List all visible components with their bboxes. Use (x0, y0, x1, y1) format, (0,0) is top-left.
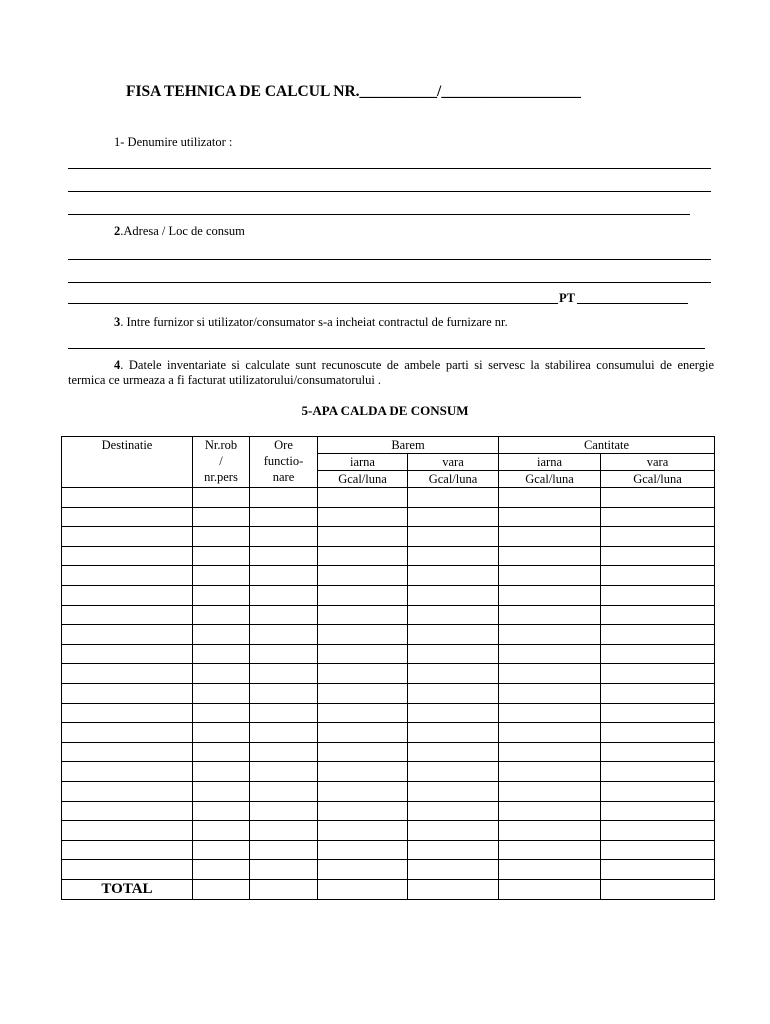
table-cell[interactable] (62, 664, 193, 684)
table-cell[interactable] (193, 683, 250, 703)
table-cell[interactable] (499, 566, 601, 586)
table-cell[interactable] (601, 781, 715, 801)
table-cell[interactable] (62, 488, 193, 508)
table-cell[interactable] (318, 821, 408, 841)
table-cell[interactable] (250, 723, 318, 743)
table-cell[interactable] (193, 507, 250, 527)
header-cantitate-iarna: iarna (499, 454, 601, 471)
table-cell[interactable] (601, 546, 715, 566)
table-cell[interactable] (62, 605, 193, 625)
table-cell[interactable] (499, 703, 601, 723)
section-2-number: 2 (114, 224, 121, 238)
table-cell[interactable] (408, 762, 499, 782)
table-cell[interactable] (318, 723, 408, 743)
table-cell[interactable] (250, 683, 318, 703)
table-cell[interactable] (250, 605, 318, 625)
unit-barem-vara: Gcal/luna (408, 471, 499, 488)
table-cell[interactable] (601, 605, 715, 625)
table-cell[interactable] (408, 605, 499, 625)
table-cell[interactable] (601, 762, 715, 782)
header-ore-line2: functio- (263, 454, 304, 468)
table-cell[interactable] (62, 585, 193, 605)
table-cell[interactable] (62, 742, 193, 762)
total-cell[interactable] (193, 879, 250, 899)
table-cell[interactable] (62, 625, 193, 645)
table-cell[interactable] (408, 664, 499, 684)
table-cell[interactable] (408, 801, 499, 821)
table-cell[interactable] (499, 605, 601, 625)
table-cell[interactable] (250, 840, 318, 860)
denumire-line-3[interactable] (68, 214, 690, 215)
pt-label: PT (559, 291, 575, 305)
table-cell[interactable] (408, 723, 499, 743)
table-cell[interactable] (499, 488, 601, 508)
table-cell[interactable] (601, 821, 715, 841)
table-cell[interactable] (193, 762, 250, 782)
header-barem-vara: vara (408, 454, 499, 471)
adresa-line-1[interactable] (68, 259, 711, 260)
table-cell[interactable] (318, 801, 408, 821)
section-4-text: . Datele inventariate si calculate sunt recunoscute de ambele parti si servesc la stabilirea consumului de energie termica ce urmeaza a fi facturat utilizatorului/consumatorului . (68, 358, 714, 387)
table-cell[interactable] (193, 703, 250, 723)
table-cell[interactable] (318, 840, 408, 860)
table-cell[interactable] (62, 840, 193, 860)
header-nrrob-line2: / (219, 454, 223, 468)
header-cantitate-vara: vara (601, 454, 715, 471)
table-cell[interactable] (193, 664, 250, 684)
table-cell[interactable] (499, 801, 601, 821)
header-cantitate: Cantitate (499, 437, 715, 454)
table-row (62, 527, 715, 547)
section-3-label (114, 315, 508, 330)
table-cell[interactable] (408, 860, 499, 880)
table-cell[interactable] (250, 821, 318, 841)
table-cell[interactable] (318, 644, 408, 664)
section-4-paragraph (68, 358, 714, 388)
table-cell[interactable] (318, 742, 408, 762)
apa-calda-table (61, 436, 715, 900)
table-cell[interactable] (601, 566, 715, 586)
table-cell[interactable] (408, 507, 499, 527)
table-cell[interactable] (408, 585, 499, 605)
table-cell[interactable] (250, 566, 318, 586)
table-cell[interactable] (499, 821, 601, 841)
table-cell[interactable] (193, 821, 250, 841)
section-5-title: 5-APA CALDA DE CONSUM (301, 403, 469, 418)
table-cell[interactable] (601, 507, 715, 527)
table-row (62, 840, 715, 860)
table-cell[interactable] (193, 546, 250, 566)
table-cell[interactable] (408, 546, 499, 566)
table-row (62, 703, 715, 723)
table-cell[interactable] (601, 585, 715, 605)
table-cell[interactable] (62, 801, 193, 821)
total-cell[interactable] (499, 879, 601, 899)
table-cell[interactable] (601, 625, 715, 645)
table-row (62, 860, 715, 880)
table-cell[interactable] (499, 527, 601, 547)
table-cell[interactable] (318, 605, 408, 625)
table-cell[interactable] (250, 546, 318, 566)
section-3-number: 3 (114, 315, 121, 329)
table-cell[interactable] (408, 625, 499, 645)
total-cell[interactable] (318, 879, 408, 899)
table-cell[interactable] (499, 585, 601, 605)
table-cell[interactable] (250, 644, 318, 664)
table-cell[interactable] (62, 703, 193, 723)
table-cell[interactable] (250, 801, 318, 821)
table-cell[interactable] (499, 683, 601, 703)
table-row (62, 664, 715, 684)
table-row (62, 488, 715, 508)
table-cell[interactable] (318, 507, 408, 527)
table-cell[interactable] (499, 860, 601, 880)
table-cell[interactable] (62, 683, 193, 703)
table-cell[interactable] (193, 605, 250, 625)
table-cell[interactable] (601, 723, 715, 743)
table-cell[interactable] (250, 625, 318, 645)
table-cell[interactable] (62, 821, 193, 841)
section-1-number: 1 (114, 135, 121, 149)
table-cell[interactable] (408, 566, 499, 586)
table-cell[interactable] (62, 723, 193, 743)
table-row (62, 762, 715, 782)
header-barem: Barem (318, 437, 499, 454)
table-cell[interactable] (250, 762, 318, 782)
table-cell[interactable] (193, 644, 250, 664)
unit-barem-iarna: Gcal/luna (318, 471, 408, 488)
table-cell[interactable] (601, 683, 715, 703)
table-cell[interactable] (193, 527, 250, 547)
table-cell[interactable] (193, 625, 250, 645)
table-cell[interactable] (601, 664, 715, 684)
table-cell[interactable] (62, 566, 193, 586)
table-cell[interactable] (499, 644, 601, 664)
table-row (62, 566, 715, 586)
total-cell[interactable] (408, 879, 499, 899)
header-barem-iarna: iarna (318, 454, 408, 471)
table-cell[interactable] (408, 644, 499, 664)
table-cell[interactable] (318, 488, 408, 508)
table-row (62, 683, 715, 703)
table-cell[interactable] (601, 644, 715, 664)
section-1-text: - Denumire utilizator : (120, 135, 233, 149)
table-cell[interactable] (250, 585, 318, 605)
table-row (62, 723, 715, 743)
table-cell[interactable] (193, 781, 250, 801)
table-row (62, 644, 715, 664)
header-nrrob-line3: nr.pers (204, 470, 238, 484)
table-cell[interactable] (62, 644, 193, 664)
table-cell[interactable] (408, 527, 499, 547)
denumire-line-2[interactable] (68, 191, 711, 192)
table-cell[interactable] (499, 507, 601, 527)
table-cell[interactable] (62, 546, 193, 566)
table-cell[interactable] (193, 860, 250, 880)
table-cell[interactable] (318, 546, 408, 566)
pt-line[interactable] (577, 303, 688, 304)
table-cell[interactable] (250, 703, 318, 723)
table-cell[interactable] (499, 546, 601, 566)
table-cell[interactable] (408, 488, 499, 508)
table-cell[interactable] (250, 507, 318, 527)
unit-cantitate-vara: Gcal/luna (601, 471, 715, 488)
section-3-text: . Intre furnizor si utilizator/consumator s-a incheiat contractul de furnizare nr. (120, 315, 508, 329)
table-row (62, 625, 715, 645)
table-row (62, 546, 715, 566)
table-cell[interactable] (250, 527, 318, 547)
table-cell[interactable] (318, 860, 408, 880)
table-cell[interactable] (408, 821, 499, 841)
table-cell[interactable] (601, 801, 715, 821)
table-body (62, 488, 715, 880)
table-cell[interactable] (193, 723, 250, 743)
table-cell[interactable] (601, 742, 715, 762)
table-cell[interactable] (250, 488, 318, 508)
header-ore (250, 437, 318, 488)
table-cell[interactable] (499, 625, 601, 645)
table-cell[interactable] (193, 801, 250, 821)
table-cell[interactable] (318, 703, 408, 723)
table-cell[interactable] (408, 781, 499, 801)
header-destinatie-text: Destinatie (101, 438, 153, 452)
total-cell[interactable] (250, 879, 318, 899)
table-cell[interactable] (601, 840, 715, 860)
table-cell[interactable] (250, 781, 318, 801)
table-cell[interactable] (250, 664, 318, 684)
table-cell[interactable] (318, 527, 408, 547)
table-cell[interactable] (193, 488, 250, 508)
adresa-line-2[interactable] (68, 282, 711, 283)
table-cell[interactable] (318, 625, 408, 645)
table-row (62, 585, 715, 605)
table-cell[interactable] (318, 683, 408, 703)
table-cell[interactable] (62, 860, 193, 880)
table-cell[interactable] (62, 762, 193, 782)
table-row (62, 821, 715, 841)
header-ore-line1: Ore (274, 438, 293, 452)
section-2-label (114, 224, 245, 239)
table-cell[interactable] (193, 585, 250, 605)
unit-cantitate-iarna: Gcal/luna (499, 471, 601, 488)
table-cell[interactable] (408, 703, 499, 723)
table-cell[interactable] (499, 723, 601, 743)
table-cell[interactable] (601, 527, 715, 547)
table-cell[interactable] (318, 585, 408, 605)
header-ore-line3: nare (272, 470, 295, 484)
section-1-label (114, 135, 232, 150)
header-nrrob-line1: Nr.rob (204, 438, 238, 452)
table-cell[interactable] (601, 488, 715, 508)
total-label: TOTAL (62, 879, 193, 899)
section-4-number: 4 (114, 358, 121, 372)
table-cell[interactable] (193, 566, 250, 586)
table-cell[interactable] (250, 742, 318, 762)
denumire-line-1[interactable] (68, 168, 711, 169)
table-cell[interactable] (601, 860, 715, 880)
table-row (62, 507, 715, 527)
header-destinatie (62, 437, 193, 488)
table-cell[interactable] (499, 742, 601, 762)
table-cell[interactable] (62, 781, 193, 801)
table-cell[interactable] (62, 527, 193, 547)
table-cell[interactable] (318, 762, 408, 782)
table-cell[interactable] (499, 664, 601, 684)
table-cell[interactable] (408, 683, 499, 703)
table-row (62, 801, 715, 821)
table-cell[interactable] (601, 703, 715, 723)
table-cell[interactable] (318, 781, 408, 801)
contract-line[interactable] (68, 348, 705, 349)
table-cell[interactable] (318, 566, 408, 586)
table-row (62, 742, 715, 762)
table-cell[interactable] (408, 840, 499, 860)
table-cell[interactable] (499, 781, 601, 801)
table-cell[interactable] (499, 762, 601, 782)
table-cell[interactable] (193, 840, 250, 860)
table-cell[interactable] (408, 742, 499, 762)
table-cell[interactable] (62, 507, 193, 527)
document-title: FISA TEHNICA DE CALCUL NR.__________/__________________ (126, 83, 581, 100)
table-cell[interactable] (318, 664, 408, 684)
table-row (62, 605, 715, 625)
adresa-line-3[interactable] (68, 303, 558, 304)
table-cell[interactable] (193, 742, 250, 762)
header-nrrob (193, 437, 250, 488)
table-cell[interactable] (250, 860, 318, 880)
total-cell[interactable] (601, 879, 715, 899)
table-cell[interactable] (499, 840, 601, 860)
table-row (62, 781, 715, 801)
section-2-text: .Adresa / Loc de consum (120, 224, 245, 238)
